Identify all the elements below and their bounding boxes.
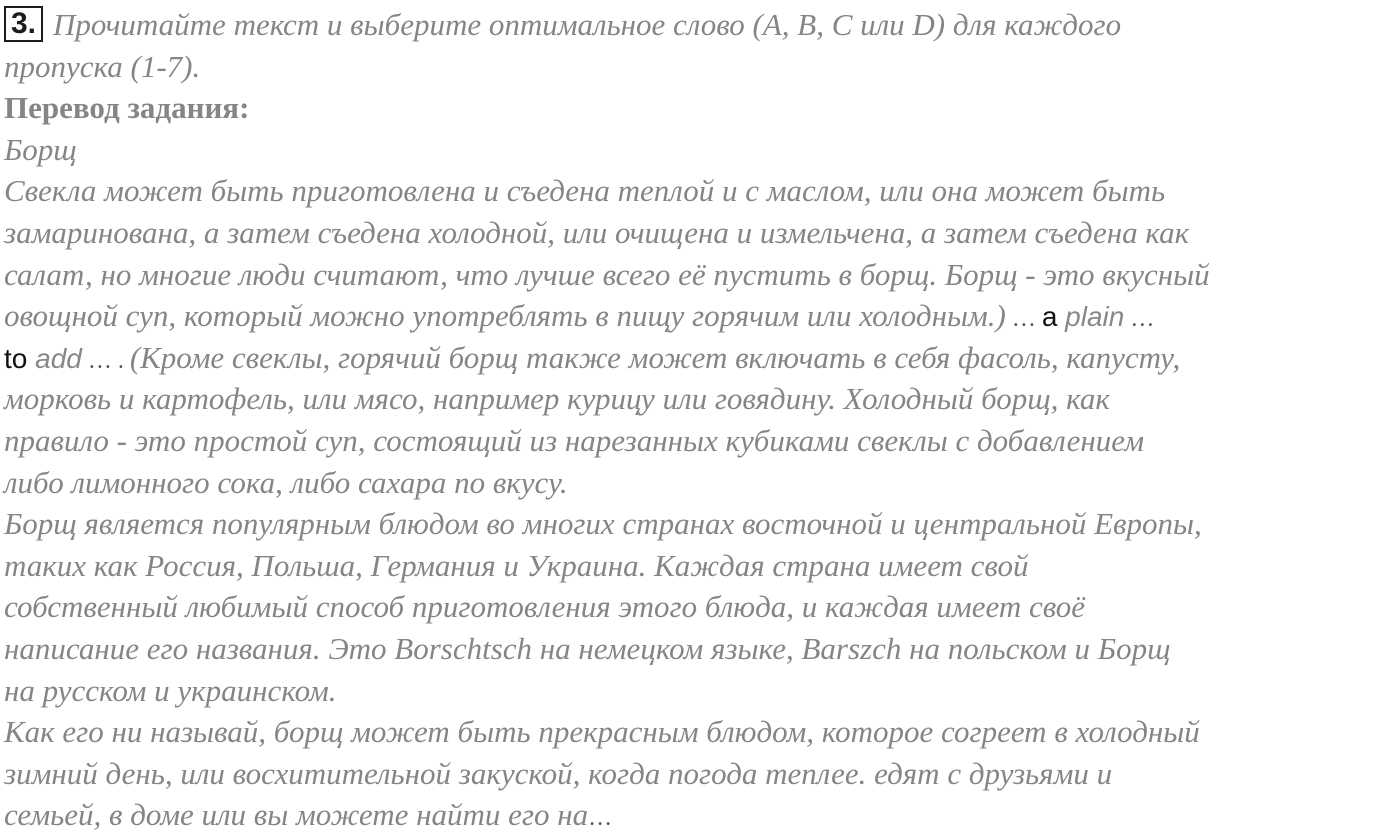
trailing-dots: … <box>588 805 613 832</box>
gap-dots-1: … <box>1005 306 1042 333</box>
p1-line-5-text: (Кроме свеклы, горячий борщ также может включать в себя фасоль, капусту, <box>129 339 1181 375</box>
exercise-page <box>4 4 1396 836</box>
p3-line-1: Как его ни называй, борщ может быть прекрасным блюдом, которое согреет в холодный <box>4 714 1200 750</box>
p3-line-3 <box>4 794 1396 836</box>
p1-line-7: правило - это простой суп, состоящий из нарезанных кубиками свеклы с добавлением <box>4 422 1144 458</box>
word-a: a <box>1041 301 1058 333</box>
p1-line-2: замаринована, а затем съедена холодной, или очищена и измельчена, а затем съедена как <box>4 214 1190 250</box>
instruction-line-2: пропуска (1-7). <box>4 48 201 84</box>
p1-line-6: морковь и картофель, или мясо, например курицу или говядину. Холодный борщ, как <box>4 381 1110 417</box>
instruction-text-1: Прочитайте текст и выберите оптимальное слово (A, B, C или D) для каждого <box>53 7 1122 42</box>
gap-dots-3: … . <box>81 347 130 374</box>
p2-line-4: написание его названия. Это Borschtsch на немецком языке, Barszch на польском и Борщ <box>4 630 1171 666</box>
p2-line-5: на русском и украинском. <box>4 672 337 708</box>
p3-line-3-text: семьей, в доме или вы можете найти его на <box>4 797 589 833</box>
p1-line-8: либо лимонного сока, либо сахара по вкусу. <box>4 464 568 500</box>
task-number-badge: 3. <box>4 6 43 42</box>
translation-heading: Перевод задания: <box>4 90 250 126</box>
p1-line-5 <box>4 337 1396 379</box>
word-plain: plain <box>1057 301 1125 333</box>
word-add: add <box>27 342 82 374</box>
text-title: Борщ <box>4 131 77 167</box>
p2-line-3: собственный любимый способ приготовления этого блюда, и каждая имеет своё <box>4 589 1086 625</box>
p2-line-1: Борщ является популярным блюдом во многих странах восточной и центральной Европы, <box>4 506 1202 542</box>
p2-line-2: таких как Россия, Польша, Германия и Украина. Каждая страна имеет свой <box>4 547 1029 583</box>
p1-line-4 <box>4 295 1396 337</box>
gap-dots-2: … <box>1124 306 1155 333</box>
instruction-line-1 <box>4 4 1396 46</box>
p1-line-3: салат, но многие люди считают, что лучше всего её пустить в борщ. Борщ - это вкусный <box>4 256 1210 292</box>
p3-line-2: зимний день, или восхитительной закуской, когда погода теплее. едят с друзьями и <box>4 755 1113 791</box>
p1-line-1: Свекла может быть приготовлена и съедена теплой и с маслом, или она может быть <box>4 173 1166 209</box>
word-to: to <box>4 342 28 374</box>
p1-line-4-text: овощной суп, который можно употреблять в пищу горячим или холодным.) <box>4 298 1006 334</box>
